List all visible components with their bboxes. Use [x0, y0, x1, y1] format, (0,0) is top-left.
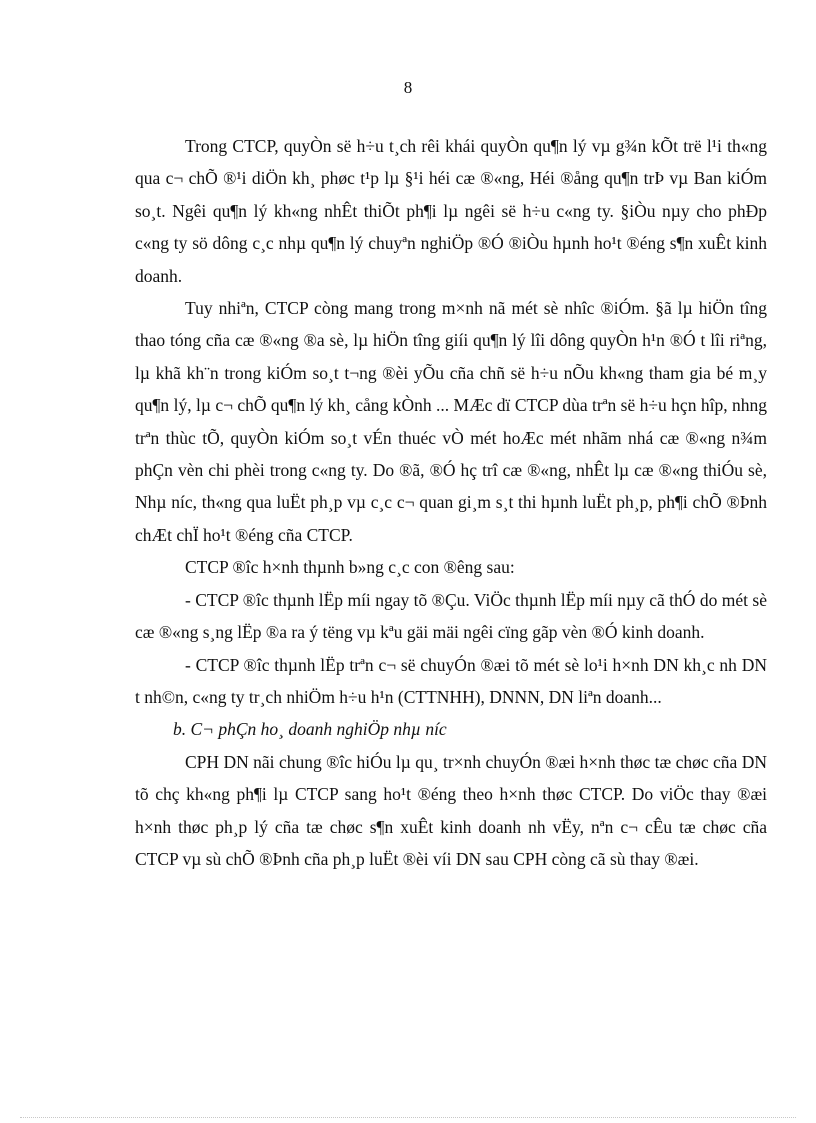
body-text — [135, 130, 767, 875]
paragraph-formation-conversion: - CTCP ®îc thµnh lËp trªn c¬ së chuyÓn ®æi tõ mét sè lo¹i h×nh DN kh¸c nh DN t nh©n, c«ng ty tr¸ch nhiÖm h÷u h¹n (CTTNHH), DNNN, DN liªn doanh... — [135, 654, 767, 707]
page-bottom-divider — [20, 1117, 796, 1118]
section-subheading: b. C¬ phÇn ho¸ doanh nghiÖp nhµ níc — [173, 719, 447, 740]
page-number: 8 — [403, 78, 413, 97]
paragraph-formation-new: - CTCP ®îc thµnh lËp míi ngay tõ ®Çu. ViÖc thµnh lËp míi nµy cã thÓ do mét sè cæ ®«ng s¸ng lËp ®a ra ý tëng vµ kªu gäi mäi ngêi cïng gãp vèn ®Ó kinh doanh. — [135, 589, 767, 643]
paragraph-ownership: Trong CTCP, quyÒn së h÷u t¸ch rêi khái quyÒn qu¶n lý vµ g¾n kÕt trë l¹i th«ng qua c¬ chÕ ®¹i diÖn kh¸ phøc t¹p lµ §¹i héi cæ ®«ng, Héi ®ång qu¶n trÞ vµ Ban kiÓm so¸t. Ngêi qu¶n lý kh«ng nhÊt thiÕt ph¶i lµ ngêi së h÷u c«ng ty. §iÒu nµy cho phÐp c«ng ty sö dông c¸c nhµ qu¶n lý chuyªn nghiÖp ®Ó ®iÒu hµnh ho¹t ®éng s¶n xuÊt kinh doanh. — [135, 136, 767, 286]
paragraph-drawbacks: Tuy nhiªn, CTCP còng mang trong m×nh nã mét sè nhîc ®iÓm. §ã lµ hiÖn tîng thao tóng cña cæ ®«ng ®a sè, lµ hiÖn tîng giíi qu¶n lý lîi dông quyÒn h¹n ®Ó t lîi riªng, lµ khã kh¨n trong kiÓm so¸t t¬ng ®èi yÕu cña chñ së h÷u nÕu kh«ng tham gia bé m¸y qu¶n lý, lµ c¬ chÕ qu¶n lý kh¸ cång kÒnh ... MÆc dï CTCP dùa trªn së h÷u hçn hîp, nhng trªn thùc tÕ, quyÒn kiÓm so¸t vÉn thuéc vÒ mét hoÆc mét nhãm nhá cæ ®«ng n¾m phÇn vèn chi phèi trong c«ng ty. Do ®ã, ®Ó hç trî cæ ®«ng, nhÊt lµ cæ ®«ng thiÓu sè, Nhµ níc, th«ng qua luËt ph¸p vµ c¸c c¬ quan gi¸m s¸t thi hµnh luËt ph¸p, ph¶i chÕ ®Þnh chÆt chÏ ho¹t ®éng cña CTCP. — [135, 298, 767, 545]
paragraph-formation-intro: CTCP ®îc h×nh thµnh b»ng c¸c con ®êng sau: — [185, 557, 515, 578]
paragraph-cph-definition: CPH DN nãi chung ®îc hiÓu lµ qu¸ tr×nh chuyÓn ®æi h×nh thøc tæ chøc cña DN tõ chç kh«ng ph¶i lµ CTCP sang ho¹t ®éng theo h×nh thøc CTCP. Do viÖc thay ®æi h×nh thøc ph¸p lý cña tæ chøc s¶n xuÊt kinh doanh nh vËy, nªn c¬ cÊu tæ chøc cña CTCP vµ sù chÕ ®Þnh cña ph¸p luËt ®èi víi DN sau CPH còng cã sù thay ®æi. — [135, 751, 767, 869]
